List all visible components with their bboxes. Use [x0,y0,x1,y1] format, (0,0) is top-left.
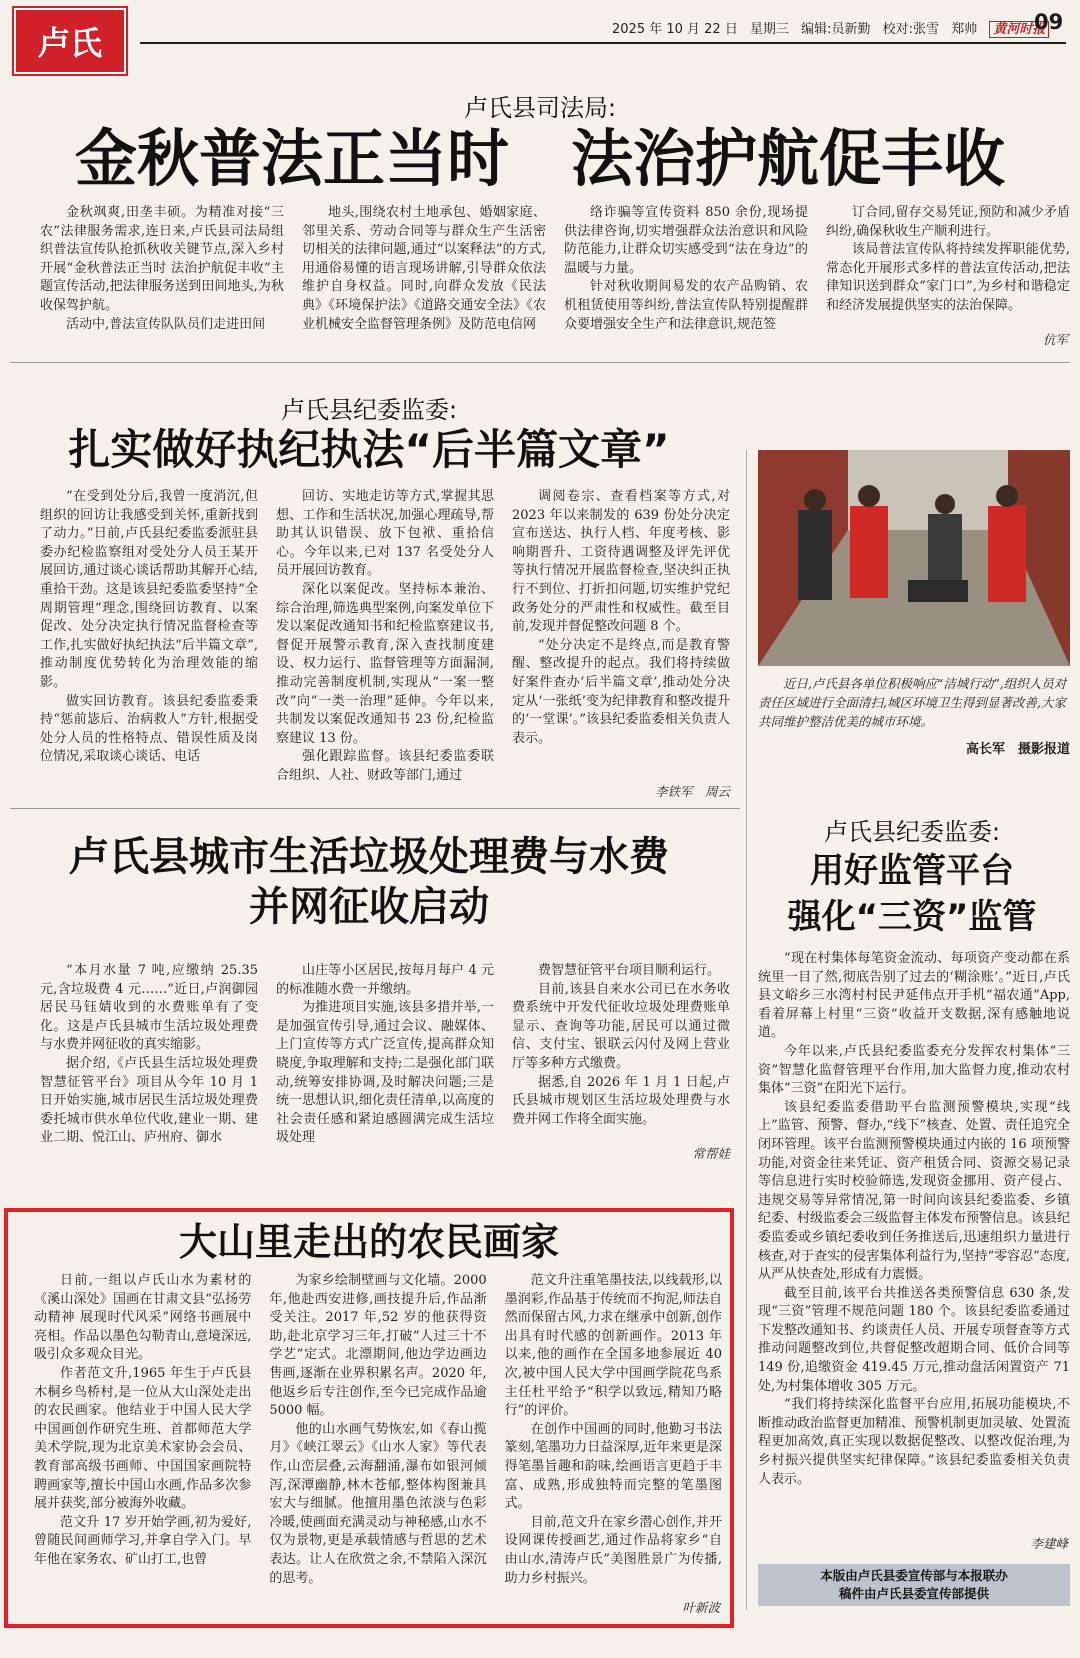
proofreader: 校对:张雪 [882,22,940,37]
paragraph: “在受到处分后,我曾一度消沉,但组织的回访让我感受到关怀,重新找到了动力。”日前,卢氏县纪委监委派驻县委办纪检监察组对受处分人员王某开展回访,通过谈心谈话帮助其解开心结,重拾干劲。这是该县纪委监委坚持“全周期管理”理念,围绕回访教育、以案促改、处分决定执行情况监督检查等工作,扎实做好执纪执法“后半篇文章”,推动制度优势转化为治理效能的缩影。 [40,489,258,690]
paper-logo: 黄河时报 [989,21,1049,38]
paragraph: 他的山水画气势恢宏,如《春山揽月》《峡江翠云》《山水人家》等代表作,山峦层叠,云海翻涌,瀑布如银河倾泻,深潭幽静,林木苍郁,整体构图兼具宏大与细腻。他擅用墨色浓淡与色彩冷暖,使画面充满灵动与神秘感,山水不仅为景物,更是承载情感与哲思的艺术表达。让人在欣赏之余,不禁陷入深沉的思考。 [269,1421,487,1586]
article5-byline: 叶新波 [682,1600,720,1615]
paragraph: “现在村集体每笔资金流动、每项资产变动都在系统里一目了然,彻底告别了过去的‘糊涂账’。”近日,卢氏县文峪乡三水湾村村民尹延伟点开手机“福农通”App,看着屏幕上村里“三资”收益开支数据,深有感触地说道。 [758,951,1070,1041]
article1-byline: 伉军 [1042,332,1068,347]
paragraph: 为推进项目实施,该县多措并举,一是加强宣传引导,通过会议、融媒体、上门宣传等方式广泛宣传,提高群众知晓度,争取理解和支持;二是强化部门联动,统筹安排协调,及时解决问题;三是统一思想认识,细化责任清单,以高度的社会责任感和紧迫感圆满完成生活垃圾处理 [276,1000,494,1146]
article2-column [40,488,258,784]
issue-date: 2025 年 10 月 22 日 [612,22,738,37]
article5-column [34,1272,251,1618]
paragraph: 在创作中国画的同时,他勤习书法篆刻,笔墨功力日益深厚,近年来更是深得笔墨旨趣和韵味,绘画语言更趋于丰富、成熟,形成独特而完整的笔墨图式。 [504,1421,722,1512]
paragraph: 作者范文升,1965 年生于卢氏县木桐乡鸟桥村,是一位从大山深处走出的农民画家。他结业于中国人民大学中国画创作研究生班、首都师范大学美术学院,现为北京美术家协会会员、教育部高级书画师、中国国家画院特聘画家等,擅长中国山水画,作品多次参展并获奖,部分被海外收藏。 [34,1365,252,1512]
footer-line2: 稿件由卢氏县委宣传部提供 [838,1586,989,1601]
paragraph: 调阅卷宗、查看档案等方式,对 2023 年以来制发的 639 份处分决定宣布送达、执行人档、年度考核、影响期晋升、工资待遇调整及评先评优等执行情况开展监督检查,坚决纠正执行不到位、打折扣问题,切实维护党纪政务处分的严肃性和权威性。截至目前,发现并督促整改问题 8 个。 [512,489,730,635]
article4-headline-line2: 强化“三资”监管 [787,897,1037,937]
section-rule [10,808,740,809]
paragraph: 地头,围绕农村土地承包、婚姻家庭、邻里关系、劳动合同等与群众生产生活密切相关的法律问题,通过“以案释法”的方式,用通俗易懂的语言现场讲解,引导群众依法维护自身权益。同时,向群众发放《民法典》《环境保护法》《道路交通安全法》《农业机械安全监督管理条例》及防范电信网 [302,205,546,332]
article4-byline: 李建峰 [1030,1536,1068,1551]
column-divider [746,450,747,1610]
header-rule [140,42,1066,44]
paragraph: 该县纪委监委借助平台监测预警模块,实现“线上”监管、预警、督办,“线下”核查、处置、责任追究全闭环管理。该平台监测预警模块通过内嵌的 16 项预警功能,对资金往来凭证、资产租赁合同、资源交易记录等信息进行实时校验筛选,发现资金挪用、资产侵占、违规交易等异常情况,第一时间向该县纪委监委、乡镇纪委、村级监委会三级监督主体发布预警信息。该县纪委监委或乡镇纪委收到任务推送后,迅速组织力量进行核查,对于查实的侵害集体利益行为,坚持“零容忍”态度,从严从快查处,形成有力震慑。 [758,1099,1070,1283]
article1-column [564,204,808,352]
paragraph: 范文升 17 岁开始学画,初为爱好,曾随民间画师学习,并拿自学入门。早年他在家务农、矿山打工,也曾 [34,1514,252,1567]
article1-column [40,204,284,352]
article5-column [505,1272,722,1618]
article2-column [512,488,730,784]
paragraph: 范文升注重笔墨技法,以线载形,以墨润彩,作品基于传统而不拘泥,师法自然而保留古风,力求在继承中创新,创作出具有时代感的创新画作。2013 年以来,他的画作在全国多地参展近 40 次,被中国人民大学中国画学院花鸟系主任杜平给予“积学以致远,精知乃略行”的评价。 [504,1273,722,1419]
paragraph: 据介绍,《卢氏县生活垃圾处理费智慧征管平台》项目从今年 10 月 1 日开始实施,城市居民生活垃圾处理费委托城市供水单位代收,建业一期、建业二期、悦江山、庐州府、御水 [40,1055,258,1146]
weekday: 星期三 [749,22,789,37]
paragraph: 金秋飒爽,田垄丰硕。为精准对接“三农”法律服务需求,连日来,卢氏县司法局组织普法宣传队抢抓秋收关键节点,深入乡村开展“金秋普法正当时 法治护航促丰收”主题宣传活动,把法律服务送到田间地头,为秋收保驾护航。 [40,205,284,313]
article3-column [276,962,494,1166]
footer-box [758,1564,1070,1606]
editor: 编辑:员新勤 [801,22,871,37]
section-rule [10,362,1070,363]
paragraph: 络诈骗等宣传资料 850 余份,现场提供法律咨询,切实增强群众法治意识和风险防范能力,让群众切实感受到“法在身边”的温暖与力量。 [564,205,808,276]
paragraph: 该局普法宣传队将持续发挥职能优势,常态化开展形式多样的普法宣传活动,把法律知识送到群众“家门口”,为乡村和谐稳定和经济发展提供坚实的法治保障。 [826,242,1070,313]
proofreader-2: 郑帅 [951,22,978,37]
article4-column [758,950,1070,1554]
article3-headline-line1: 卢氏县城市生活垃圾处理费与水费 [69,834,669,880]
paragraph: 目前,范文升在家乡潜心创作,并开设网课传授画艺,通过作品将家乡“自由山水,清涛卢氏”美图胜景广为传播,助力乡村振兴。 [504,1514,722,1586]
article2-headline: 扎实做好执纪执法“后半篇文章” [68,425,670,474]
article1-column [302,204,546,352]
article5-headline: 大山里走出的农民画家 [178,1220,559,1264]
paragraph: 日前,一组以卢氏山水为素材的《溪山深处》国画在甘肃文县“弘扬劳动精神 展现时代风采”网络书画展中亮相。作品以墨色勾勒青山,意境深远,吸引众多观众目光。 [34,1273,252,1363]
paragraph: “处分决定不是终点,而是教育警醒、整改提升的起点。我们将持续做好案件查办‘后半篇文章’,推动处分决定从‘一张纸’变为纪律教育和整改提升的‘一堂课’。”该县纪委监委相关负责人表示。 [512,637,730,746]
article1-kicker: 卢氏县司法局: [463,94,617,122]
paragraph: 费智慧征管平台项目顺利运行。 [538,963,721,978]
article2-byline: 李铁军 周云 [654,784,730,799]
paragraph: 强化跟踪监督。该县纪委监委联合组织、人社、财政等部门,通过 [276,749,494,783]
paragraph: 目前,该县自来水公司已在水务收费系统中开发代征收垃圾处理费账单显示、查询等功能,居民可以通过微信、支付宝、银联云闪付及网上营业厅等多种方式缴费。 [512,981,730,1071]
paragraph: 深化以案促改。坚持标本兼治、综合治理,筛选典型案例,向案发单位下发以案促改通知书和纪检监察建议书,督促开展警示教育,深入查找制度建设、权力运行、监督管理等方面漏洞,推动完善制度机制,实现从“一案一整改”向“一类一治理”延伸。今年以来,共制发以案促改通知书 23 份,纪检监察建议 13 份。 [276,581,494,746]
article4-body [758,950,1070,1554]
paragraph: 今年以来,卢氏县纪委监委充分发挥农村集体“三资”智慧化监督管理平台作用,加大监督力度,推动农村集体“三资”在阳光下运行。 [758,1043,1070,1097]
header-meta [612,18,1057,37]
paragraph: “我们将持续深化监督平台应用,拓展功能模块,不断推动政治监督更加精准、预警机制更加灵敏、处置流程更加高效,真正实现以数据促整改、以整改促治理,为乡村振兴提供坚实纪律保障。”该县纪委监委相关负责人表示。 [758,1397,1070,1487]
article2-column [276,488,494,784]
article2-kicker: 卢氏县纪委监委: [280,396,458,424]
paragraph: 活动中,普法宣传队队员们走进田间 [66,316,266,332]
section-badge: 卢氏 [14,8,126,74]
article4-headline-line1: 用好监管平台 [810,851,1014,891]
paragraph: 据悉,自 2026 年 1 月 1 日起,卢氏县城市规划区生活垃圾处理费与水费并网工作将全面实施。 [512,1074,730,1127]
paragraph: 山庄等小区居民,按每月每户 4 元的标准随水费一并缴纳。 [276,963,494,997]
news-photo [758,450,1070,666]
article1-headline: 金秋普法正当时 法治护航促丰收 [74,122,1005,195]
article5-column [269,1272,486,1618]
article5-body [34,1272,722,1618]
photo-credit: 高长军 摄影报道 [965,742,1070,757]
article3-headline-line2: 并网征收启动 [249,884,489,930]
paragraph: 回访、实地走访等方式,掌握其思想、工作和生活状况,加强心理疏导,帮助其认识错误、放下包袱、重拾信心。今年以来,已对 137 名受处分人员开展回访教育。 [276,489,494,579]
paragraph: 订合同,留存交易凭证,预防和减少矛盾纠纷,确保秋收生产顺利进行。 [826,205,1070,239]
paragraph: 针对秋收期间易发的农产品购销、农机租赁使用等纠纷,普法宣传队特别提醒群众要增强安全生产和法律意识,规范签 [564,279,808,332]
paragraph: “本月水量 7 吨,应缴纳 25.35 元,含垃圾费 4 元……”近日,卢润御园居民马钰婧收到的水费账单有了变化。这是卢氏县城市生活垃圾处理费与水费并网征收的真实缩影。 [40,963,258,1053]
paragraph: 做实回访教育。该县纪委监委秉持“惩前毖后、治病救人”方针,根据受处分人员的性格特点、错误性质及岗位情况,采取谈心谈话、电话 [40,693,258,765]
photo-caption: 近日,卢氏县各单位积极响应“洁城行动”,组织人员对责任区域进行全面清扫,城区环境卫生得到显著改善,大家共同维护整洁优美的城市环境。 [758,676,1067,729]
article2-body [40,488,730,784]
article3-byline: 常帮娃 [692,1146,730,1161]
page-number: 09 [1034,10,1064,34]
article3-column [40,962,258,1166]
paragraph: 为家乡绘制壁画与文化墙。2000 年,他赴西安进修,画技提升后,作品渐受关注。2017 年,52 岁的他获得资助,赴北京学习三年,打破“人过三十不学艺”定式。北漂期间,他边学边画边售画,逐渐在业界积累名声。2020 年,他返乡后专注创作,至今已完成作品逾 5000 幅。 [269,1273,487,1419]
article4-kicker: 卢氏县纪委监委: [823,818,1001,846]
article3-body [40,962,730,1166]
article3-column [512,962,730,1166]
footer-line1: 本版由卢氏县委宣传部与本报联办 [820,1568,1008,1583]
paragraph: 截至目前,该平台共推送各类预警信息 630 条,发现“三资”管理不规范问题 180 个。该县纪委监委通过下发整改通知书、约谈责任人员、开展专项督查等方式推动问题整改到位,共督促整改超期合同、低价合同等 149 份,追缴资金 419.45 万元,推动盘活闲置资产 71 处,为村集体增收 305 万元。 [758,1285,1070,1394]
